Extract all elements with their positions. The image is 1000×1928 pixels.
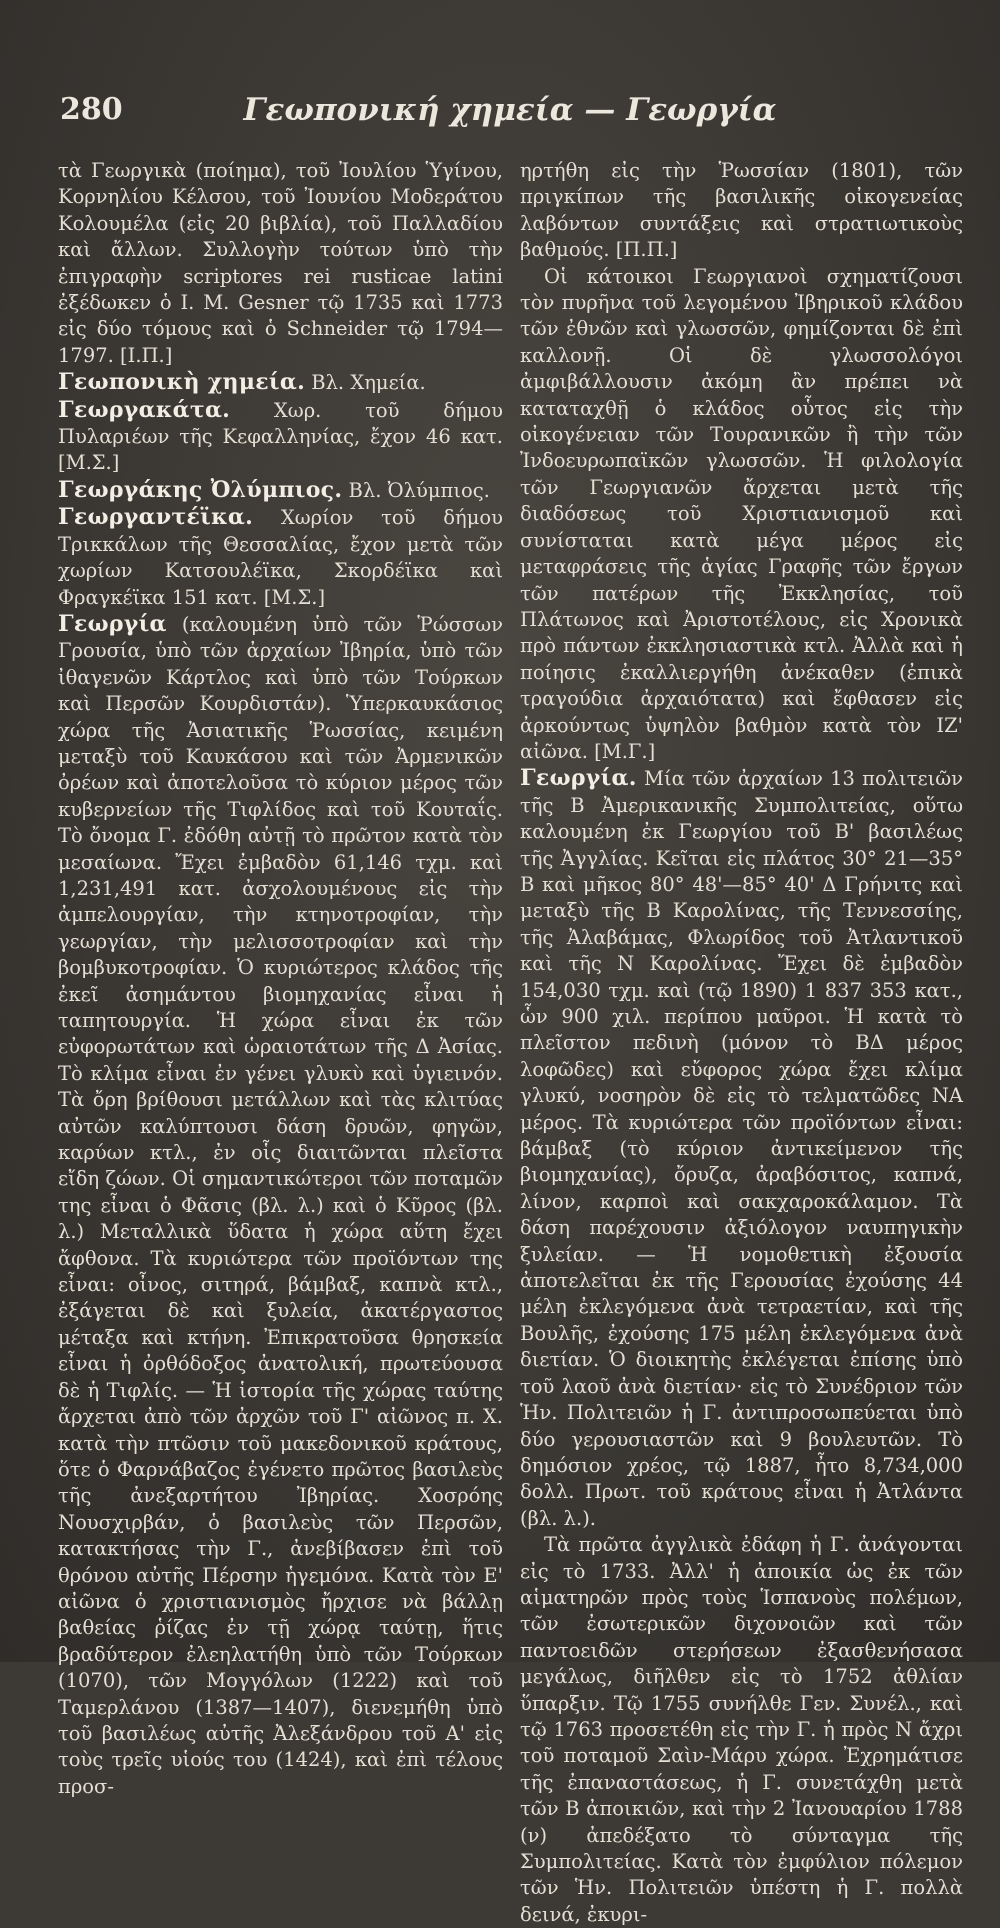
entry-text: (καλουμένη ὑπὸ τῶν Ῥώσσων Γρουσία, ὑπὸ τῶν ἀρχαίων Ἰβηρία, ὑπὸ τῶν ἰθαγενῶν Κάρτλος καὶ ὑπὸ τῶν Τούρκων καὶ Περσῶν Κουρδιστάν). Ὑπερκαυκάσιος χώρα τῆς Ἀσιατικῆς Ῥωσσίας, κειμένη μεταξὺ τοῦ Καυκάσου καὶ τῶν Ἀρμενικῶν ὀρέων καὶ ἀποτελοῦσα τὸ κύριον μέρος τῶν κυβερνείων τῆς Τιφλίδος καὶ τοῦ Κουταΐς. Τὸ ὄνομα Γ. ἐδόθη αὐτῇ τὸ πρῶτον κατὰ τὸν μεσαίωνα. Ἔχει ἐμβαδὸν 61,146 τχμ. καὶ 1,231,491 κατ. ἀσχολουμένους εἰς τὴν ἀμπελουργίαν, τὴν κτηνοτροφίαν, τὴν γεωργίαν, τὴν μελισσοτροφίαν καὶ τὴν βομβυκοτροφίαν. Ὁ κυριώτερος κλάδος τῆς ἐκεῖ ἀσημάντου βιομηχανίας εἶναι ἡ ταπητουργία. Ἡ χώρα εἶναι ἐκ τῶν εὐφορωτάτων καὶ ὡραιοτάτων τῆς Δ Ἀσίας. Τὸ κλίμα εἶναι ἐν γένει γλυκὺ καὶ ὑγιεινόν. Τὰ ὄρη βρίθουσι μετάλλων καὶ τὰς κλιτύας αὐτῶν καλύπτουσι δάση δρυῶν, φηγῶν, καρύων κτλ., ἐν οἷς διαιτῶνται πλεῖστα εἴδη ζώων. Οἱ σημαντικώτεροι τῶν ποταμῶν της εἶναι ὁ Φᾶσις (βλ. λ.) καὶ ὁ Κῦρος (βλ. λ.) Μεταλλικὰ ὕδατα ἡ χώρα αὕτη ἔχει ἄφθονα. Τὰ κυριώτερα τῶν προϊόντων της εἶναι: οἶνος, σιτηρά, βάμβαξ, καπνὰ κτλ., ἐξάγεται δὲ καὶ ξυλεία, ἀκατέργαστος μέταξα καὶ κτήνη. Ἐπικρατοῦσα θρησκεία εἶναι ἡ ὀρθόδοξος ἀνατολική, πρωτεύουσα δὲ ἡ Τιφλίς. — Ἡ ἱστορία τῆς χώρας ταύτης ἄρχεται ἀπὸ τῶν ἀρχῶν τοῦ Γ' αἰῶνος π. Χ. κατὰ τὴν πτῶσιν τοῦ μακεδονικοῦ κράτους, ὅτε ὁ Φαρνάβαζος ἐγένετο πρῶτος βασιλεὺς τῆς ἀνεξαρτήτου Ἰβηρίας. Χοσρόης Νουσχιρβάν, ὁ βασιλεὺς τῶν Περσῶν, κατακτήσας τὴν Γ., ἀνεβίβασεν ἐπὶ τοῦ θρόνου αὐτῆς Πέρσην ἡγεμόνα. Κατὰ τὸν Ε' αἰῶνα ὁ χριστιανισμὸς ἤρχισε νὰ βάλλῃ βαθείας ῥίζας ἐν τῇ χώρᾳ ταύτῃ, ἥτις βραδύτερον ἐλεηλατήθη ὑπὸ τῶν Τούρκων (1070), τῶν Μογγόλων (1222) καὶ τοῦ Ταμερλάνου (1387—1407), διενεμήθη ὑπὸ τοῦ βασιλέως αὐτῆς Ἀλεξάνδρου τοῦ Α' εἰς τοὺς τρεῖς υἱούς του (1424), καὶ ἐπὶ τέλους προσ- (58, 612, 503, 1798)
entry-text: Μία τῶν ἀρχαίων 13 πολιτειῶν τῆς Β Ἀμερικανικῆς Συμπολιτείας, οὕτω καλουμένη ἐκ Γεωργίου τοῦ Β' βασιλέως τῆς Ἀγγλίας. Κεῖται εἰς πλάτος 30° 21—35° Β καὶ μῆκος 80° 48'—85° 40' Δ Γρήνιτς καὶ μεταξὺ τῆς Β Καρολίνας, τῆς Τεννεσσίης, τῆς Ἀλαβάμας, Φλωρίδος τοῦ Ἀτλαντικοῦ καὶ τῆς Ν Καρολίνας. Ἔχει δὲ ἐμβαδὸν 154,030 τχμ. καὶ (τῷ 1890) 1 837 353 κατ., ὧν 900 χιλ. περίπου μαῦροι. Ἡ κατὰ τὸ πλεῖστον πεδινὴ (μόνον τὸ ΒΔ μέρος λοφῶδες) καὶ εὔφορος χώρα ἔχει κλίμα γλυκύ, νοσηρὸν δὲ εἰς τὸ τελματῶδες ΝΑ μέρος. Τὰ κυριώτερα τῶν προϊόντων εἶναι: βάμβαξ (τὸ κύριον ἀντικείμενον τῆς βιομηχανίας), ὄρυζα, ἀραβόσιτος, καπνά, λίνον, καρποὶ καὶ σακχαροκάλαμον. Τὰ δάση παρέχουσιν ἀξιόλογον ναυπηγικὴν ξυλείαν. — Ἡ νομοθετικὴ ἐξουσία ἀποτελεῖται ἐκ τῆς Γερουσίας ἐχούσης 44 μέλη ἐκλεγόμενα ἀνὰ τετραετίαν, καὶ τῆς Βουλῆς, ἐχούσης 175 μέλη ἐκλεγόμενα ἀνὰ διετίαν. Ὁ διοικητὴς ἐκλέγεται ἐπίσης ὑπὸ τοῦ λαοῦ ἀνὰ διετίαν· εἰς τὸ Συνέδριον τῶν Ἡν. Πολιτειῶν ἡ Γ. ἀντιπροσωπεύεται ὑπὸ δύο γερουσιαστῶν καὶ 9 βουλευτῶν. Τὸ δημόσιον χρέος, τῷ 1887, ἦτο 8,734,000 δολλ. Πρωτ. τοῦ κράτους εἶναι ἡ Ἀτλάντα (βλ. λ.). (520, 767, 963, 1530)
entry-headword: Γεωργαντέϊκα. (58, 504, 254, 531)
continuation-text: ηρτήθη εἰς τὴν Ῥωσσίαν (1801), τῶν πριγκίπων τῆς βασιλικῆς οἰκογενείας λαβόντων συντάξεις καὶ στρατιωτικοὺς βαθμούς. [Π.Π.] (520, 159, 963, 262)
continuation-text: τὰ Γεωργικὰ (ποίημα), τοῦ Ἰουλίου Ὑγίνου, Κορνηλίου Κέλσου, τοῦ Ἰουνίου Μοδεράτου Κολουμέλα (εἰς 20 βιβλία), τοῦ Παλλαδίου καὶ ἄλλων. Συλλογὴν τούτων ὑπὸ τὴν ἐπιγραφὴν scriptores rei rusticae latini ἐξέδωκεν ὁ I. M. Gesner τῷ 1735 καὶ 1773 εἰς δύο τόμους καὶ ὁ Schneider τῷ 1794—1797. [Ι.Π.] (58, 159, 503, 367)
entry-text: Βλ. Χημεία. (305, 371, 426, 395)
entry-text: Χωρ. τοῦ δήμου Πυλαριέων τῆς Κεφαλληνίας, ἔχον 46 κατ. [Μ.Σ.] (58, 398, 503, 475)
page-number: 280 (60, 92, 123, 127)
entry-headword: Γεωργάκης Ὀλύμπιος. (58, 476, 343, 503)
page-header (60, 88, 960, 138)
entry-headword: Γεωργία. (520, 765, 637, 792)
entry-headword: Γεωπονικὴ χημεία. (58, 369, 306, 396)
entry-text: Βλ. Ὀλύμπιος. (342, 478, 490, 502)
dictionary-entry (58, 369, 503, 396)
dictionary-entry (58, 397, 503, 477)
entry-text: Χωρίον τοῦ δήμου Τρικκάλων τῆς Θεσσαλίας, ἔχον μετὰ τῶν χωρίων Κατσουλέϊκα, Σκορδέϊκα καὶ Φραγκέϊκα 151 κατ. [Μ.Σ.] (58, 506, 503, 609)
dictionary-entry (58, 611, 503, 1800)
dictionary-entry (58, 504, 503, 611)
paragraph: Οἱ κάτοικοι Γεωργιανοὶ σχηματίζουσι τὸν πυρῆνα τοῦ λεγομένου Ἰβηρικοῦ κλάδου τῶν ἐθνῶν καὶ γλωσσῶν, φημίζονται δὲ ἐπὶ καλλονῇ. Οἱ δὲ γλωσσολόγοι ἀμφιβάλλουσιν ἀκόμη ἂν πρέπει νὰ καταταχθῇ ὁ κλάδος οὗτος εἰς τὴν οἰκογένειαν τῶν Τουρανικῶν ἢ τὴν τῶν Ἰνδοευρωπαϊκῶν γλωσσῶν. Ἡ φιλολογία τῶν Γεωργιανῶν ἄρχεται μετὰ τῆς διαδόσεως τοῦ Χριστιανισμοῦ καὶ συνίσταται κατὰ μέγα μέρος εἰς μεταφράσεις τῆς ἁγίας Γραφῆς τῶν ἔργων τῶν πατέρων τῆς Ἐκκλησίας, τοῦ Πλάτωνος καὶ Ἀριστοτέλους, εἰς Χρονικὰ πρὸ πάντων ἐκκλησιαστικὰ κτλ. Ἀλλὰ καὶ ἡ ποίησις ἐκαλλιεργήθη ἀνέκαθεν (ἐπικὰ τραγούδια ἀρχαιότατα) καὶ ἔφθασεν εἰς ἀρκούντως ὑψηλὸν βαθμὸν κατὰ τὸν ΙΖ' αἰῶνα. [Μ.Γ.] (520, 264, 963, 763)
left-column (58, 158, 503, 1800)
dictionary-entry (520, 765, 963, 1532)
entry-headword: Γεωργακάτα. (58, 396, 231, 423)
running-title: Γεωπονική χημεία — Γεωργία (243, 92, 777, 128)
paragraph: Τὰ πρῶτα ἀγγλικὰ ἐδάφη ἡ Γ. ἀνάγονται εἰς τὸ 1733. Ἀλλ' ἡ ἀποικία ὡς ἐκ τῶν αἱματηρῶν πρὸς τοὺς Ἱσπανοὺς πολέμων, τῶν ἐσωτερικῶν διχονοιῶν καὶ τῶν παντοειδῶν στερήσεων ἐξασθενήσασα μεγάλως, διῆλθεν εἰς τὸ 1752 ἀθλίαν ὕπαρξιν. Τῷ 1755 συνήλθε Γεν. Συνέλ., καὶ τῷ 1763 προσετέθη εἰς τὴν Γ. ἡ πρὸς Ν ἄχρι τοῦ ποταμοῦ Σαὶν-Μάρυ χώρα. Ἐχρημάτισε τῆς ἐπαναστάσεως, ἡ Γ. συνετάχθη μετὰ τῶν Β ἀποικιῶν, καὶ τὴν 2 Ἰανουαρίου 1788 (ν) ἀπεδέξατο τὸ σύνταγμα τῆς Συμπολιτείας. Κατὰ τὸν ἐμφύλιον πόλεμον τῶν Ἡν. Πολιτειῶν ὑπέστη ἡ Γ. πολλὰ δεινά, ἐκυρι- (520, 1533, 963, 1926)
entry-headword: Γεωργία (58, 610, 167, 637)
right-column (520, 158, 963, 1928)
dictionary-entry (58, 477, 503, 504)
